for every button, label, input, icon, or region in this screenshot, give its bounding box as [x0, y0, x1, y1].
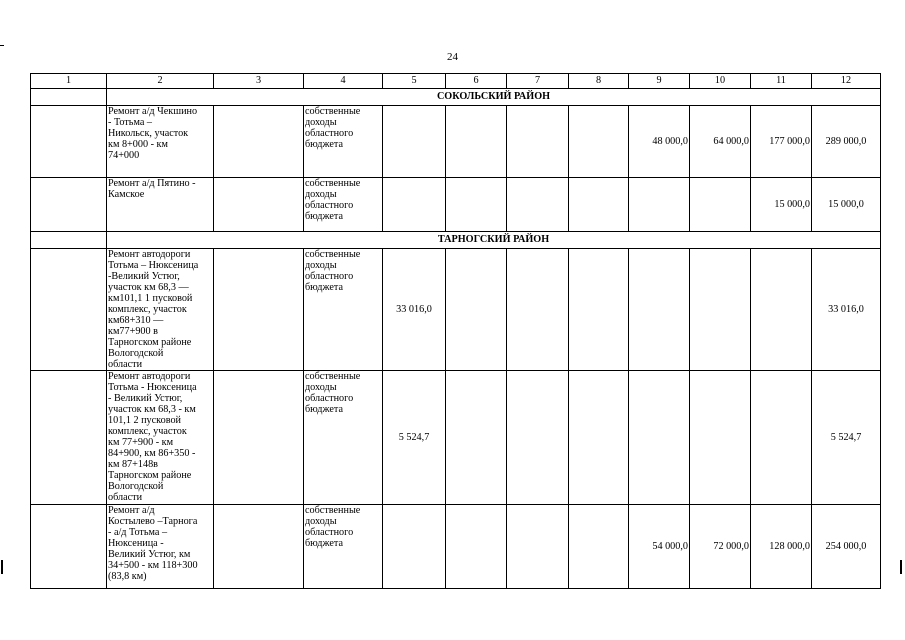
funding-source: собственные доходы областного бюджета [304, 178, 383, 232]
value-cell: 5 524,7 [812, 371, 881, 505]
budget-table [30, 73, 881, 589]
section-title: ТАРНОГСКИЙ РАЙОН [107, 232, 881, 249]
funding-source: собственные доходы областного бюджета [304, 249, 383, 371]
column-header: 5 [383, 74, 446, 89]
value-cell [383, 178, 446, 232]
work-description: Ремонт а/д Чекшино - Тотьма – Никольск, участок км 8+000 - км 74+000 [107, 106, 214, 178]
column-number-header [31, 74, 881, 89]
value-cell [629, 371, 690, 505]
section-header-row [31, 232, 881, 249]
value-cell [690, 249, 751, 371]
column-header: 8 [569, 74, 629, 89]
value-cell [446, 249, 507, 371]
column-header: 6 [446, 74, 507, 89]
value-cell: 15 000,0 [812, 178, 881, 232]
value-cell [690, 371, 751, 505]
column-header: 4 [304, 74, 383, 89]
value-cell [446, 371, 507, 505]
value-cell [383, 505, 446, 589]
column-header: 11 [751, 74, 812, 89]
value-cell: 254 000,0 [812, 505, 881, 589]
table-row [31, 505, 881, 589]
work-description: Ремонт а/д Пятино - Камское [107, 178, 214, 232]
value-cell: 64 000,0 [690, 106, 751, 178]
section-title: СОКОЛЬСКИЙ РАЙОН [107, 89, 881, 106]
value-cell [751, 371, 812, 505]
section-header-row [31, 89, 881, 106]
column-header: 2 [107, 74, 214, 89]
value-cell [690, 178, 751, 232]
value-cell [446, 505, 507, 589]
funding-source: собственные доходы областного бюджета [304, 106, 383, 178]
scan-edge-mark-top [0, 45, 4, 46]
value-cell [569, 106, 629, 178]
value-cell [507, 178, 569, 232]
value-cell: 5 524,7 [383, 371, 446, 505]
table-row [31, 178, 881, 232]
column-header: 1 [31, 74, 107, 89]
value-cell [507, 106, 569, 178]
work-description: Ремонт автодороги Тотьма – Нюксеница -Великий Устюг, участок км 68,3 — км101,1 1 пусковой комплекс, участок км68+310 — км77+900 в Тарногском районе Вологодской области [107, 249, 214, 371]
value-cell: 15 000,0 [751, 178, 812, 232]
value-cell [383, 106, 446, 178]
value-cell [569, 249, 629, 371]
table-row [31, 249, 881, 371]
value-cell: 289 000,0 [812, 106, 881, 178]
value-cell [507, 505, 569, 589]
value-cell: 72 000,0 [690, 505, 751, 589]
column-header: 12 [812, 74, 881, 89]
value-cell: 177 000,0 [751, 106, 812, 178]
value-cell: 54 000,0 [629, 505, 690, 589]
value-cell [751, 249, 812, 371]
value-cell: 33 016,0 [383, 249, 446, 371]
value-cell [569, 178, 629, 232]
value-cell: 33 016,0 [812, 249, 881, 371]
value-cell [507, 371, 569, 505]
value-cell [507, 249, 569, 371]
value-cell: 48 000,0 [629, 106, 690, 178]
funding-source: собственные доходы областного бюджета [304, 371, 383, 505]
funding-source: собственные доходы областного бюджета [304, 505, 383, 589]
column-header: 9 [629, 74, 690, 89]
value-cell: 128 000,0 [751, 505, 812, 589]
value-cell [629, 178, 690, 232]
table-row [31, 371, 881, 505]
table-row [31, 106, 881, 178]
value-cell [629, 249, 690, 371]
value-cell [446, 106, 507, 178]
work-description: Ремонт а/д Костылево –Тарнога - а/д Тотьма – Нюксеница - Великий Устюг, км 34+500 - км 118+300 (83,8 км) [107, 505, 214, 589]
value-cell [569, 371, 629, 505]
value-cell [569, 505, 629, 589]
scan-edge-mark-left [1, 560, 3, 574]
page-number: 24 [447, 51, 458, 63]
scan-edge-mark-right [900, 560, 902, 574]
column-header: 10 [690, 74, 751, 89]
value-cell [446, 178, 507, 232]
column-header: 7 [507, 74, 569, 89]
column-header: 3 [214, 74, 304, 89]
work-description: Ремонт автодороги Тотьма - Нюксеница - Великий Устюг, участок км 68,3 - км 101,1 2 пусковой комплекс, участок км 77+900 - км 84+900, км 86+350 - км 87+148в Тарногском районе Вологодской области [107, 371, 214, 505]
